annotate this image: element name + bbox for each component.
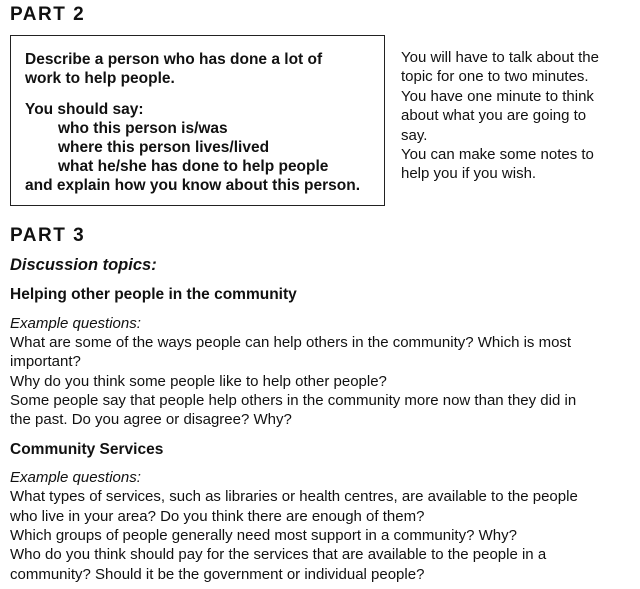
- instruction-line: You have one minute to think: [401, 88, 594, 105]
- example-questions-label: Example questions:: [10, 315, 141, 332]
- cue-card-prompt-line2: work to help people.: [25, 70, 175, 87]
- question-line: who live in your area? Do you think there are enough of them?: [10, 508, 425, 525]
- question-line: important?: [10, 353, 81, 370]
- instruction-line: help you if you wish.: [401, 165, 537, 182]
- cue-card-closing: and explain how you know about this person.: [25, 177, 360, 194]
- question-line: What types of services, such as libraries or health centres, are available to the people: [10, 488, 578, 505]
- question-line: Which groups of people generally need most support in a community? Why?: [10, 527, 517, 544]
- cue-card-point-3: what he/she has done to help people: [58, 158, 329, 175]
- part3-title: PART 3: [10, 225, 86, 246]
- instruction-line: about what you are going to: [401, 107, 587, 124]
- cue-card-should-say: You should say:: [25, 101, 144, 118]
- instruction-line: say.: [401, 127, 428, 144]
- section-heading-helping-others: Helping other people in the community: [10, 286, 297, 303]
- question-line: Who do you think should pay for the services that are available to the people in a: [10, 546, 547, 563]
- instruction-line: topic for one to two minutes.: [401, 68, 589, 85]
- question-line: the past. Do you agree or disagree? Why?: [10, 411, 292, 428]
- cue-card-prompt-line1: Describe a person who has done a lot of: [25, 51, 323, 68]
- cue-card-point-1: who this person is/was: [58, 120, 228, 137]
- section-heading-community-services: Community Services: [10, 441, 164, 458]
- discussion-topics-label: Discussion topics:: [10, 256, 157, 274]
- part2-title: PART 2: [10, 4, 86, 25]
- question-line: Some people say that people help others in the community more now than they did in: [10, 392, 577, 409]
- question-line: community? Should it be the government or individual people?: [10, 566, 425, 583]
- instruction-line: You will have to talk about the: [401, 49, 599, 66]
- example-questions-label: Example questions:: [10, 469, 141, 486]
- cue-card-point-2: where this person lives/lived: [58, 139, 270, 156]
- instruction-line: You can make some notes to: [401, 146, 594, 163]
- question-line: What are some of the ways people can help others in the community? Which is most: [10, 334, 572, 351]
- question-line: Why do you think some people like to help other people?: [10, 373, 387, 390]
